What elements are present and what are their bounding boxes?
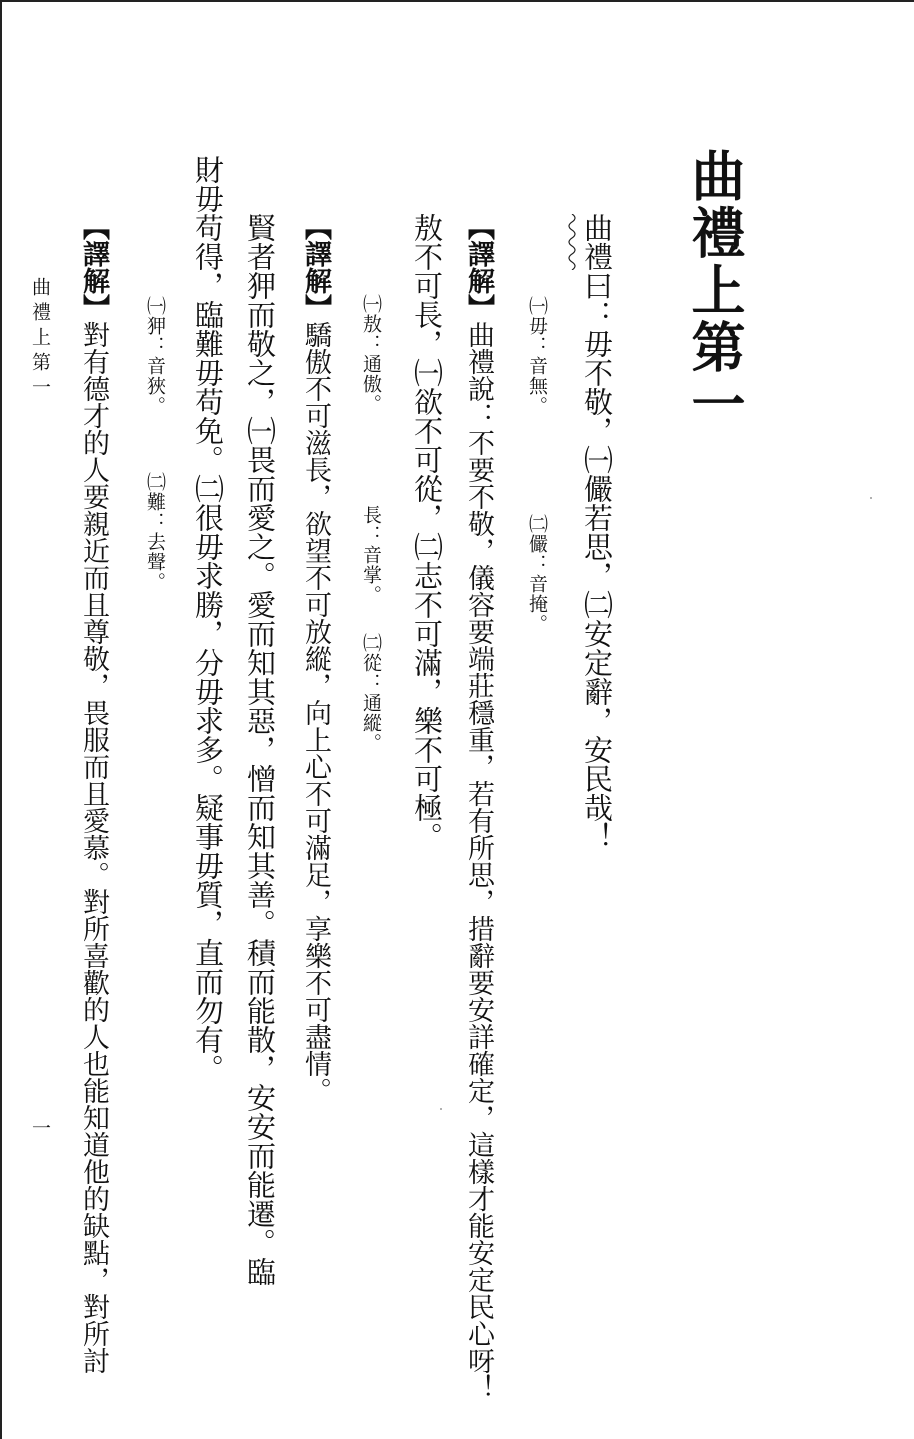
- chapter-title: 曲禮上第一: [683, 148, 747, 433]
- passage-1-note-2: ㈡儼：音掩。: [526, 514, 548, 634]
- passage-3-note-1: ㈠狎：音狹。: [144, 296, 166, 416]
- translation-text: 曲禮說：不要不敬，儀容要端莊穩重，若有所思，措辭要安詳確定，這樣才能安定民心呀！: [463, 321, 494, 1401]
- passage-3-note-2: ㈡難：去聲。: [144, 472, 166, 592]
- translation-text: 對有德才的人要親近而且尊敬，畏服而且愛慕。對所喜歡的人也能知道他的缺點，對所討: [78, 321, 109, 1374]
- page-number: 一: [29, 1118, 51, 1143]
- running-head: 曲禮上第一: [29, 277, 51, 402]
- page-border-top: [0, 0, 914, 2]
- passage-2-note-2: 長：音掌。: [360, 505, 382, 605]
- passage-1-note-1: ㈠毋：音無。: [526, 296, 548, 416]
- passage-3-main-text-line-1: 賢者狎而敬之，㈠畏而愛之。愛而知其惡，憎而知其善。積而能散，安安而能遷。臨: [243, 213, 277, 1286]
- passage-3-main-text-line-2: 財毋苟得，臨難毋苟免。㈡很毋求勝，分毋求多。疑事毋質，直而勿有。: [191, 155, 225, 1083]
- passage-2-translation-line-1: [302, 213, 329, 1104]
- passage-1-main-text: 曲禮曰：毋不敬，㈠儼若思，㈡安定辭，安民哉！: [580, 213, 614, 851]
- scan-speck: [440, 1108, 442, 1110]
- wavy-underline-mark: [566, 214, 578, 270]
- passage-2-note-3: ㈡從：通縱。: [360, 633, 382, 753]
- translation-tag: 【 譯解 】: [300, 213, 331, 321]
- translation-text: 驕傲不可滋長，欲望不可放縱，向上心不可滿足，享樂不可盡情。: [300, 321, 331, 1104]
- translation-tag: 【 譯解 】: [78, 213, 109, 321]
- scan-speck: [870, 497, 872, 499]
- passage-2-note-1: ㈠敖：通傲。: [360, 294, 382, 414]
- translation-tag: 【 譯解 】: [463, 213, 494, 321]
- passage-3-translation-line-1: [80, 213, 107, 1374]
- passage-1-translation-line-1: [465, 213, 492, 1401]
- page-border-left: [0, 0, 2, 1439]
- passage-2-main-text: 敖不可長，㈠欲不可從，㈡志不可滿，樂不可極。: [410, 213, 444, 851]
